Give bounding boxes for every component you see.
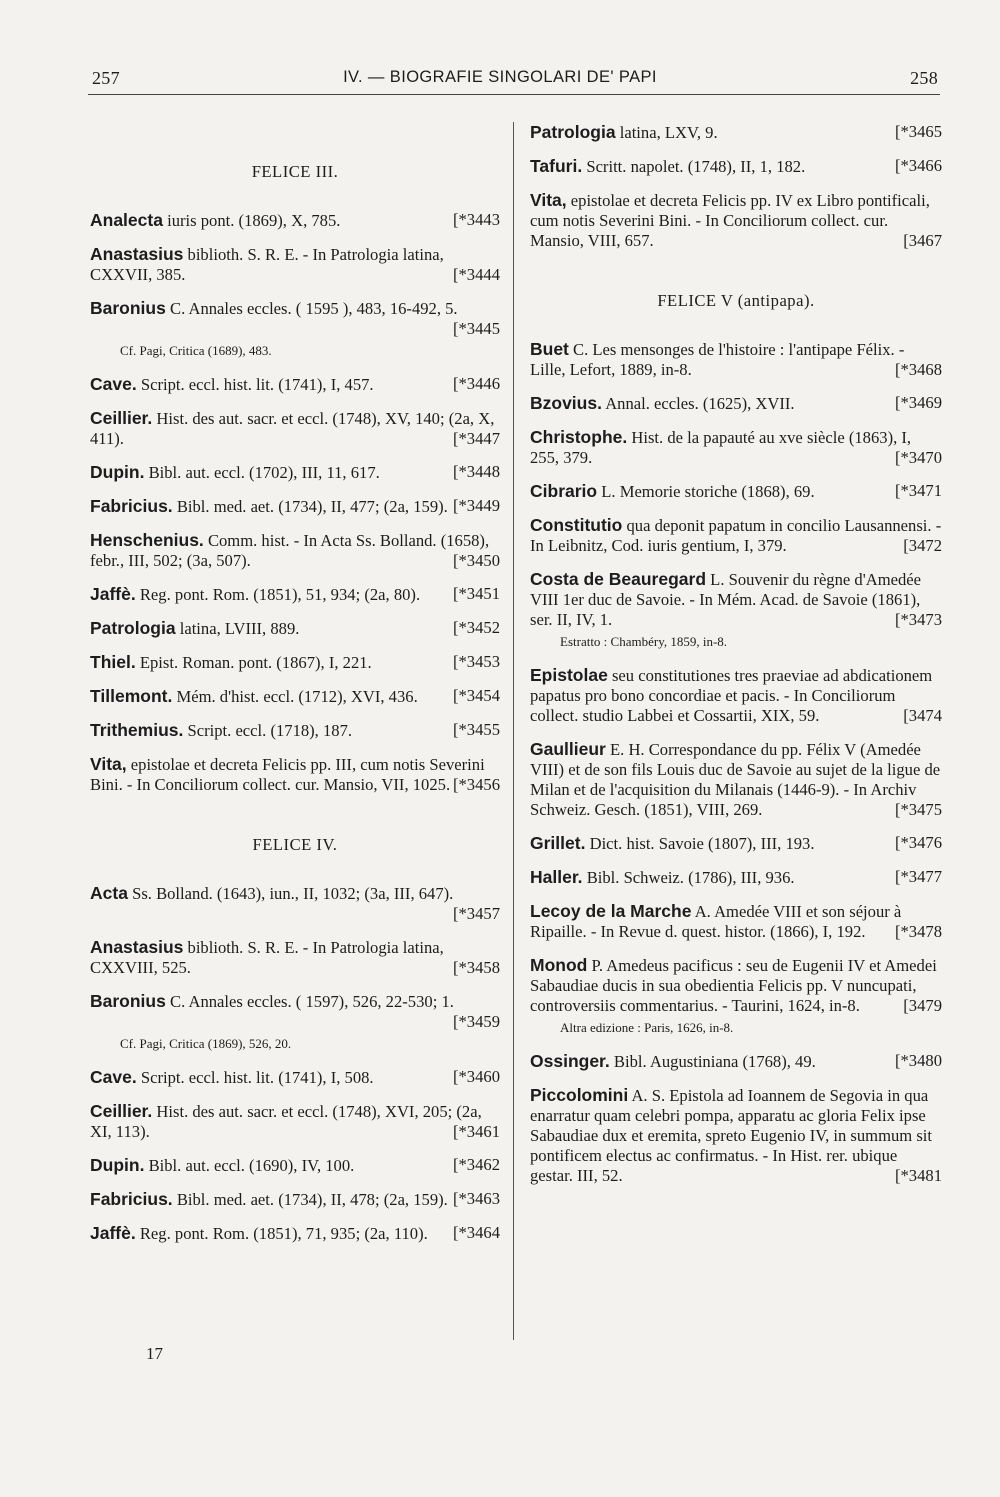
entry-author: Monod [530, 955, 588, 975]
entry-author: Jaffè. [90, 1223, 136, 1243]
entry-author: Bzovius. [530, 393, 602, 413]
bibliography-entry [530, 1085, 942, 1186]
entry-author: Piccolomini [530, 1085, 629, 1105]
entry-text: Script. eccl. hist. lit. (1741), I, 457. [136, 375, 374, 394]
entry-text: C. Les mensonges de l'histoire : l'antipape Félix. - Lille, Lefort, 1889, in-8. [530, 340, 905, 379]
entry-author: Acta [90, 883, 128, 903]
bibliography-entry [90, 1067, 500, 1088]
bibliography-entry [90, 754, 500, 795]
entry-author: Tafuri. [530, 156, 583, 176]
entry-text: latina, LVIII, 889. [175, 619, 300, 638]
bibliography-entry [530, 515, 942, 556]
entry-reference-number: [3479 [903, 996, 942, 1015]
bibliography-entry [90, 1189, 500, 1210]
entry-reference-number: [*3468 [894, 360, 942, 379]
bibliography-entry [530, 901, 942, 942]
entry-text: L. Memorie storiche (1868), 69. [597, 482, 815, 501]
section-heading: FELICE V (antipapa). [657, 291, 815, 310]
entry-text: Bibl. aut. eccl. (1702), III, 11, 617. [144, 463, 380, 482]
entry-author: Lecoy de la Marche [530, 901, 692, 921]
entry-text: Script. eccl. (1718), 187. [183, 721, 353, 740]
entry-note: Estratto : Chambéry, 1859, in-8. [560, 634, 728, 649]
entry-reference-number: [*3463 [452, 1189, 500, 1208]
bibliography-entry [530, 955, 942, 1038]
entry-reference-number: [3474 [903, 706, 942, 725]
entry-text: qua deponit papatum in concilio Lausannensi. - In Leibnitz, Cod. iuris gentium, I, 379. [530, 516, 942, 555]
entry-author: Vita, [90, 754, 127, 774]
entry-text: C. Annales eccles. ( 1595 ), 483, 16-492, 5. [165, 299, 458, 318]
entry-reference-number: [*3464 [452, 1223, 500, 1242]
entry-author: Tillemont. [90, 686, 173, 706]
entry-author: Patrologia [90, 618, 176, 638]
entry-author: Fabricius. [90, 1189, 173, 1209]
entry-text: Annal. eccles. (1625), XVII. [601, 394, 795, 413]
entry-text: latina, LXV, 9. [615, 123, 718, 142]
entry-author: Anastasius [90, 937, 184, 957]
entry-text: epistolae et decreta Felicis pp. III, cum notis Severini Bini. - In Conciliorum collect. cur. Mansio, VII, 1025. [90, 755, 485, 794]
entry-reference-number: [3472 [903, 536, 942, 555]
entry-author: Baronius [90, 298, 166, 318]
entry-reference-number: [*3462 [452, 1155, 500, 1174]
entry-reference-number: [*3480 [894, 1051, 942, 1070]
entry-text: Mém. d'hist. eccl. (1712), XVI, 436. [172, 687, 418, 706]
entry-text: A. Amedée VIII et son séjour à Ripaille. - In Revue d. quest. histor. (1866), I, 192. [530, 902, 902, 941]
bibliography-entry [530, 393, 942, 414]
entry-author: Trithemius. [90, 720, 184, 740]
bibliography-entry [90, 883, 500, 924]
entry-author: Christophe. [530, 427, 628, 447]
entry-text: A. S. Epistola ad Ioannem de Segovia in qua enarratur quam celebri pompa, apparatu ac gloria Felix ipse Sabaudiae dux et eremita, spreto Eugenio IV, in summum sit pontificem electus ac confirmatus. - In Hist. rer. ubique gestar. III, 52. [530, 1086, 933, 1185]
bibliography-entry [90, 937, 500, 978]
page-number-left: 257 [92, 68, 120, 88]
entry-author: Patrologia [530, 122, 616, 142]
bibliography-entry [90, 1155, 500, 1176]
entry-author: Buet [530, 339, 569, 359]
entry-reference-number: [*3476 [894, 833, 942, 852]
entry-reference-number: [*3466 [894, 156, 942, 175]
entry-text: C. Annales eccles. ( 1597), 526, 22-530; 1. [165, 992, 454, 1011]
entry-author: Henschenius. [90, 530, 204, 550]
entry-author: Thiel. [90, 652, 136, 672]
entry-text: Comm. hist. - In Acta Ss. Bolland. (1658), febr., III, 502; (3a, 507). [90, 531, 490, 570]
entry-reference-number: [*3446 [452, 374, 500, 393]
header-rule [88, 94, 940, 95]
bibliography-entry [530, 1051, 942, 1072]
bibliography-entry [530, 481, 942, 502]
entry-reference-number: [*3478 [894, 922, 942, 941]
bibliography-entry [90, 298, 500, 361]
entry-author: Dupin. [90, 462, 145, 482]
entry-text: Bibl. Schweiz. (1786), III, 936. [582, 868, 795, 887]
entry-reference-number: [*3458 [452, 958, 500, 977]
entry-author: Ceillier. [90, 1101, 153, 1121]
bibliography-entry [90, 686, 500, 707]
entry-text: biblioth. S. R. E. - In Patrologia latina, CXXVIII, 525. [90, 938, 444, 977]
entry-reference-number: [*3477 [894, 867, 942, 886]
entry-reference-number: [*3448 [452, 462, 500, 481]
entry-author: Costa de Beauregard [530, 569, 707, 589]
entry-author: Analecta [90, 210, 163, 230]
column-divider [513, 122, 514, 1340]
bibliography-entry [530, 739, 942, 820]
entry-reference-number: [*3444 [452, 265, 500, 284]
entry-author: Anastasius [90, 244, 184, 264]
bibliography-entry [90, 244, 500, 285]
entry-reference-number: [*3470 [894, 448, 942, 467]
entry-reference-number: [*3451 [452, 584, 500, 603]
entry-author: Epistolae [530, 665, 608, 685]
entry-text: seu constitutiones tres praeviae ad abdicationem papatus pro bono concordiae et pacis. - In Conciliorum collect. studio Labbei et Cossartii, XIX, 59. [530, 666, 933, 725]
entry-reference-number: [*3447 [452, 429, 500, 448]
bibliography-entry [90, 584, 500, 605]
bibliography-entry [530, 665, 942, 726]
bibliography-entry [90, 210, 500, 231]
bibliography-entry [530, 190, 942, 251]
entry-author: Cibrario [530, 481, 598, 501]
entry-author: Gaullieur [530, 739, 606, 759]
entry-text: epistolae et decreta Felicis pp. IV ex Libro pontificali, cum notis Severini Bini. - In Conciliorum collect. cur. Mansio, VIII, 657. [530, 191, 930, 250]
bibliography-entry [90, 530, 500, 571]
entry-text: biblioth. S. R. E. - In Patrologia latina, CXXVII, 385. [90, 245, 444, 284]
entry-text: Ss. Bolland. (1643), iun., II, 1032; (3a, III, 647). [127, 884, 454, 903]
entry-author: Haller. [530, 867, 583, 887]
entry-reference-number: [*3450 [452, 551, 500, 570]
page-number-right: 258 [910, 68, 938, 88]
entry-note: Cf. Pagi, Critica (1869), 526, 20. [120, 1036, 292, 1051]
bibliography-entry [90, 462, 500, 483]
entry-text: Script. eccl. hist. lit. (1741), I, 508. [136, 1068, 374, 1087]
entry-text: Scritt. napolet. (1748), II, 1, 182. [582, 157, 806, 176]
entry-author: Constitutio [530, 515, 623, 535]
entry-text: Hist. des aut. sacr. et eccl. (1748), XVI, 205; (2a, XI, 113). [90, 1102, 482, 1141]
entry-reference-number: [*3471 [894, 481, 942, 500]
bibliography-entry [90, 720, 500, 741]
entry-reference-number: [*3473 [894, 610, 942, 629]
entry-author: Cave. [90, 374, 137, 394]
bibliography-entry [530, 569, 942, 652]
entry-reference-number: [*3455 [452, 720, 500, 739]
entry-text: Hist. de la papauté au xve siècle (1863), I, 255, 379. [530, 428, 912, 467]
entry-note: Cf. Pagi, Critica (1689), 483. [120, 343, 272, 358]
entry-reference-number: [*3469 [894, 393, 942, 412]
entry-text: Reg. pont. Rom. (1851), 51, 934; (2a, 80). [135, 585, 421, 604]
entry-text: P. Amedeus pacificus : seu de Eugenii IV et Amedei Sabaudiae ducis in sua obedientia Felicis pp. V nuncupati, controversiis commentarius. - Taurini, 1624, in-8. [530, 956, 937, 1015]
signature-mark: 17 [146, 1344, 163, 1363]
bibliography-entry [90, 652, 500, 673]
entry-author: Dupin. [90, 1155, 145, 1175]
entry-reference-number: [*3445 [452, 319, 500, 338]
entry-author: Ossinger. [530, 1051, 610, 1071]
bibliography-entry [90, 1101, 500, 1142]
entry-reference-number: [*3456 [452, 775, 500, 794]
entry-reference-number: [*3453 [452, 652, 500, 671]
entry-author: Baronius [90, 991, 166, 1011]
entry-reference-number: [*3443 [452, 210, 500, 229]
entry-author: Ceillier. [90, 408, 153, 428]
entry-author: Vita, [530, 190, 567, 210]
entry-reference-number: [*3461 [452, 1122, 500, 1141]
bibliography-entry [530, 122, 942, 143]
entry-text: E. H. Correspondance du pp. Félix V (Amedée VIII) et de son fils Louis duc de Savoie au sujet de la ligue de Milan et de l'acquisition du Milanais (1446-9). - In Archiv Schweiz. Gesch. (1851), VIII, 269. [530, 740, 941, 819]
entry-author: Cave. [90, 1067, 137, 1087]
entry-reference-number: [*3459 [452, 1012, 500, 1031]
bibliography-entry [90, 618, 500, 639]
entry-reference-number: [*3452 [452, 618, 500, 637]
bibliography-entry [530, 156, 942, 177]
entry-author: Grillet. [530, 833, 586, 853]
bibliography-entry [530, 427, 942, 468]
entry-text: Bibl. aut. eccl. (1690), IV, 100. [144, 1156, 355, 1175]
running-title: IV. — BIOGRAFIE SINGOLARI DE' PAPI [343, 68, 657, 86]
bibliography-entry [530, 339, 942, 380]
entry-reference-number: [*3449 [452, 496, 500, 515]
entry-text: Reg. pont. Rom. (1851), 71, 935; (2a, 110). [135, 1224, 428, 1243]
entry-reference-number: [3467 [903, 231, 942, 250]
bibliography-entry [530, 867, 942, 888]
right-column [530, 122, 942, 1199]
entry-text: Bibl. med. aet. (1734), II, 478; (2a, 159). [172, 1190, 448, 1209]
entry-text: Bibl. med. aet. (1734), II, 477; (2a, 159). [172, 497, 448, 516]
entry-text: Epist. Roman. pont. (1867), I, 221. [135, 653, 372, 672]
entry-text: Bibl. Augustiniana (1768), 49. [609, 1052, 816, 1071]
entry-text: Hist. des aut. sacr. et eccl. (1748), XV, 140; (2a, X, 411). [90, 409, 495, 448]
entry-author: Fabricius. [90, 496, 173, 516]
entry-note: Altra edizione : Paris, 1626, in-8. [560, 1020, 734, 1035]
section-heading: FELICE IV. [252, 835, 338, 854]
entry-reference-number: [*3454 [452, 686, 500, 705]
entry-text: iuris pont. (1869), X, 785. [162, 211, 341, 230]
left-column [90, 122, 500, 1257]
bibliography-entry [90, 496, 500, 517]
entry-reference-number: [*3465 [894, 122, 942, 141]
entry-reference-number: [*3457 [452, 904, 500, 923]
entry-reference-number: [*3460 [452, 1067, 500, 1086]
entry-text: L. Souvenir du règne d'Amedée VIII 1er duc de Savoie. - In Mém. Acad. de Savoie (1861), ser. II, IV, 1. [530, 570, 921, 629]
entry-reference-number: [*3481 [894, 1166, 942, 1185]
entry-author: Jaffè. [90, 584, 136, 604]
entry-reference-number: [*3475 [894, 800, 942, 819]
bibliography-entry [90, 374, 500, 395]
bibliography-entry [530, 833, 942, 854]
bibliography-entry [90, 991, 500, 1054]
bibliography-entry [90, 1223, 500, 1244]
bibliography-entry [90, 408, 500, 449]
entry-text: Dict. hist. Savoie (1807), III, 193. [585, 834, 815, 853]
section-heading: FELICE III. [251, 162, 339, 181]
